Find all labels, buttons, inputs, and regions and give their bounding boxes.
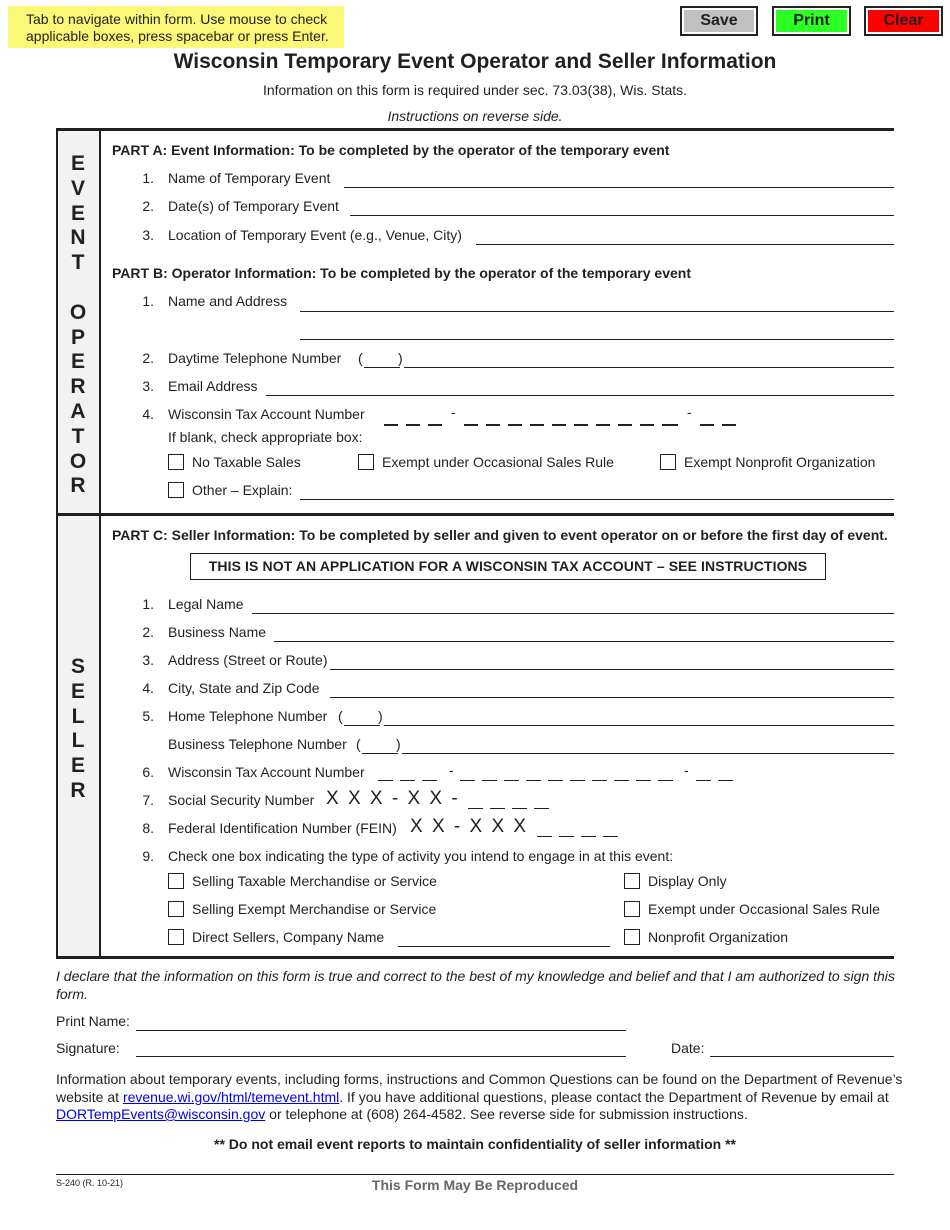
sidebar-letter: T (71, 424, 85, 448)
sidebar-letter: O (69, 449, 87, 473)
sidebar-letter: R (70, 778, 86, 802)
signature-label: Signature: (56, 1040, 120, 1056)
item-number: 1. (142, 293, 154, 309)
declaration-text: I declare that the information on this form is true and correct to the best of my knowledge and belief and that I am authorized to sign this form. (56, 968, 895, 1002)
area-code-close-paren: ) (378, 708, 383, 724)
nonprofit-organization-label: Nonprofit Organization (648, 929, 789, 945)
company-name-input[interactable] (398, 946, 610, 947)
seller-occasional-sales-label: Exempt under Occasional Sales Rule (648, 901, 880, 917)
event-location-label: Location of Temporary Event (e.g., Venue, City) (168, 227, 462, 243)
sidebar-letter: E (70, 350, 85, 374)
operator-address-input[interactable] (300, 339, 894, 340)
item-number: 3. (142, 227, 154, 243)
item-number: 2. (142, 350, 154, 366)
footer-rule (56, 1174, 894, 1175)
email-link[interactable]: DORTempEvents@wisconsin.gov (56, 1106, 266, 1122)
operator-phone-label: Daytime Telephone Number (168, 350, 342, 366)
tax-middle-slots[interactable] (464, 424, 664, 426)
item-number: 8. (142, 820, 154, 836)
event-dates-input[interactable] (350, 215, 894, 216)
address-input[interactable] (330, 669, 894, 670)
display-only-checkbox[interactable] (624, 873, 640, 889)
direct-sellers-checkbox[interactable] (168, 929, 184, 945)
business-area-code-input[interactable] (362, 753, 398, 754)
item-number: 2. (142, 198, 154, 214)
print-name-label: Print Name: (56, 1013, 130, 1029)
form-number: S-240 (R. 10-21) (56, 1178, 124, 1188)
seller-vertical-label (56, 655, 100, 804)
date-label: Date: (671, 1040, 705, 1056)
print-name-input[interactable] (136, 1030, 626, 1031)
event-operator-vertical-label (56, 152, 100, 499)
sidebar-letter: P (70, 325, 85, 349)
sidebar-letter: V (70, 176, 85, 200)
operator-name-label: Name and Address (168, 293, 288, 309)
home-phone-input[interactable] (384, 725, 894, 726)
nonprofit-label: Exempt Nonprofit Organization (684, 454, 876, 470)
business-phone-label: Business Telephone Number (168, 736, 347, 752)
home-area-code-input[interactable] (344, 725, 380, 726)
sidebar-letter: E (70, 679, 85, 703)
tax-digit-slot[interactable] (664, 424, 678, 426)
address-label: Address (Street or Route) (168, 652, 328, 668)
activity-type-label: Check one box indicating the type of activity you intend to engage in at this event: (168, 848, 674, 864)
part-b-heading: PART B: Operator Information: To be completed by the operator of the temporary event (112, 265, 691, 281)
seller-occasional-sales-checkbox[interactable] (624, 901, 640, 917)
page-title: Wisconsin Temporary Event Operator and Seller Information (173, 50, 777, 73)
nonprofit-checkbox[interactable] (660, 454, 676, 470)
save-button[interactable]: Save (680, 6, 758, 36)
operator-name-input[interactable] (300, 311, 894, 312)
seller-tax-first-slots[interactable] (378, 780, 444, 781)
nonprofit-organization-checkbox[interactable] (624, 929, 640, 945)
sidebar-letter: R (70, 474, 86, 498)
city-state-zip-input[interactable] (330, 697, 894, 698)
area-code-close-paren: ) (396, 736, 401, 752)
ssn-label: Social Security Number (168, 792, 315, 808)
item-number: 1. (142, 596, 154, 612)
business-name-label: Business Name (168, 624, 267, 640)
home-phone-label: Home Telephone Number (168, 708, 328, 724)
event-dates-label: Date(s) of Temporary Event (168, 198, 339, 214)
tax-digit-slot[interactable] (428, 424, 442, 426)
event-location-input[interactable] (476, 244, 894, 245)
clear-button[interactable]: Clear (864, 6, 943, 36)
blank-instruction: If blank, check appropriate box: (168, 429, 363, 445)
part-c-heading: PART C: Seller Information: To be completed by seller and given to event operator on or before the first day of event. (112, 527, 888, 543)
bottom-rule (56, 956, 894, 959)
tax-digit-slot[interactable] (406, 424, 420, 426)
item-number: 9. (142, 848, 154, 864)
item-number: 3. (142, 652, 154, 668)
tax-digit-slot[interactable] (722, 424, 736, 426)
sidebar-letter: T (71, 251, 85, 275)
contact-info-text: Information about temporary events, including forms, instructions and Common Questions can be found on the Department of Revenue’s website at (56, 1071, 903, 1105)
area-code-open-paren: ( (356, 736, 361, 752)
sidebar-letter: L (71, 729, 85, 753)
seller-tax-last-slots[interactable] (696, 780, 740, 781)
business-name-input[interactable] (274, 641, 894, 642)
page-subtitle: Information on this form is required under sec. 73.03(38), Wis. Stats. (262, 82, 688, 98)
top-rule (56, 128, 894, 131)
part-a-heading: PART A: Event Information: To be completed by the operator of the temporary event (112, 142, 670, 158)
sidebar-letter: E (70, 754, 85, 778)
operator-tax-account-label: Wisconsin Tax Account Number (168, 406, 365, 422)
fein-label: Federal Identification Number (FEIN) (168, 820, 397, 836)
event-name-label: Name of Temporary Event (168, 170, 331, 186)
ssn-mask: X X X - X X - (326, 788, 460, 809)
other-label: Other – Explain: (192, 482, 293, 498)
tax-digit-slot[interactable] (700, 424, 714, 426)
legal-name-label: Legal Name (168, 596, 244, 612)
print-button[interactable]: Print (772, 6, 851, 36)
item-number: 7. (142, 792, 154, 808)
sidebar-letter: L (71, 704, 85, 728)
item-number: 2. (142, 624, 154, 640)
exempt-merchandise-checkbox[interactable] (168, 901, 184, 917)
occasional-sales-label: Exempt under Occasional Sales Rule (382, 454, 614, 470)
sidebar-letter (56, 276, 100, 301)
middle-rule (56, 513, 894, 516)
item-number: 3. (142, 378, 154, 394)
fein-mask: X X - X X X (410, 816, 529, 837)
operator-area-code-input[interactable] (364, 367, 400, 368)
item-number: 1. (142, 170, 154, 186)
sidebar-letter: R (70, 375, 86, 399)
contact-info (56, 1071, 906, 1124)
confidentiality-warning: ** Do not email event reports to maintain confidentiality of seller information ** (214, 1136, 736, 1152)
operator-phone-input[interactable] (404, 367, 894, 368)
item-number: 4. (142, 406, 154, 422)
no-taxable-sales-label: No Taxable Sales (192, 454, 301, 470)
seller-tax-account-label: Wisconsin Tax Account Number (168, 764, 365, 780)
exempt-merchandise-label: Selling Exempt Merchandise or Service (192, 901, 437, 917)
city-state-zip-label: City, State and Zip Code (168, 680, 320, 696)
sidebar-letter: E (70, 152, 85, 175)
sidebar-letter: O (69, 300, 87, 324)
taxable-merchandise-checkbox[interactable] (168, 873, 184, 889)
sidebar-letter: N (70, 226, 86, 250)
reproduce-note: This Form May Be Reproduced (371, 1177, 579, 1193)
item-number: 5. (142, 708, 154, 724)
signature-input[interactable] (136, 1056, 626, 1057)
area-code-open-paren: ( (358, 350, 363, 366)
legal-name-input[interactable] (252, 613, 894, 614)
sidebar-letter: S (70, 655, 85, 678)
event-name-input[interactable] (344, 187, 894, 188)
ssn-last-four-slots[interactable] (468, 808, 556, 809)
occasional-sales-checkbox[interactable] (358, 454, 374, 470)
contact-info-text: or telephone at (608) 264-4582. See reverse side for submission instructions. (265, 1106, 748, 1122)
tax-digit-slot[interactable] (384, 424, 398, 426)
website-link[interactable]: revenue.wi.gov/html/temevent.html (122, 1088, 340, 1105)
direct-sellers-label: Direct Sellers, Company Name (192, 929, 385, 945)
item-number: 6. (142, 764, 154, 780)
operator-email-input[interactable] (266, 395, 894, 396)
instruction-tip: Tab to navigate within form. Use mouse to check applicable boxes, press spacebar or press Enter. (8, 6, 344, 48)
instructions-note: Instructions on reverse side. (387, 108, 563, 124)
sidebar-letter: A (70, 399, 86, 423)
item-number: 4. (142, 680, 154, 696)
taxable-merchandise-label: Selling Taxable Merchandise or Service (192, 873, 437, 889)
sidebar-letter: E (70, 201, 85, 225)
other-explain-input[interactable] (300, 499, 894, 500)
seller-tax-middle-slots[interactable] (460, 780, 680, 781)
tax-dash: - (449, 762, 454, 778)
fein-last-four-slots[interactable] (537, 836, 625, 837)
no-taxable-sales-checkbox[interactable] (168, 454, 184, 470)
tax-dash: - (451, 404, 456, 420)
tax-dash: - (687, 404, 692, 420)
area-code-close-paren: ) (398, 350, 403, 366)
not-application-notice: THIS IS NOT AN APPLICATION FOR A WISCONSIN TAX ACCOUNT – SEE INSTRUCTIONS (190, 553, 826, 580)
area-code-open-paren: ( (338, 708, 343, 724)
operator-email-label: Email Address (168, 378, 258, 394)
other-checkbox[interactable] (168, 482, 184, 498)
business-phone-input[interactable] (402, 753, 894, 754)
date-input[interactable] (710, 1056, 894, 1057)
display-only-label: Display Only (648, 873, 727, 889)
tax-dash: - (684, 762, 689, 778)
contact-info-text: . If you have additional questions, please contact the Department of Revenue by email at (339, 1088, 889, 1105)
